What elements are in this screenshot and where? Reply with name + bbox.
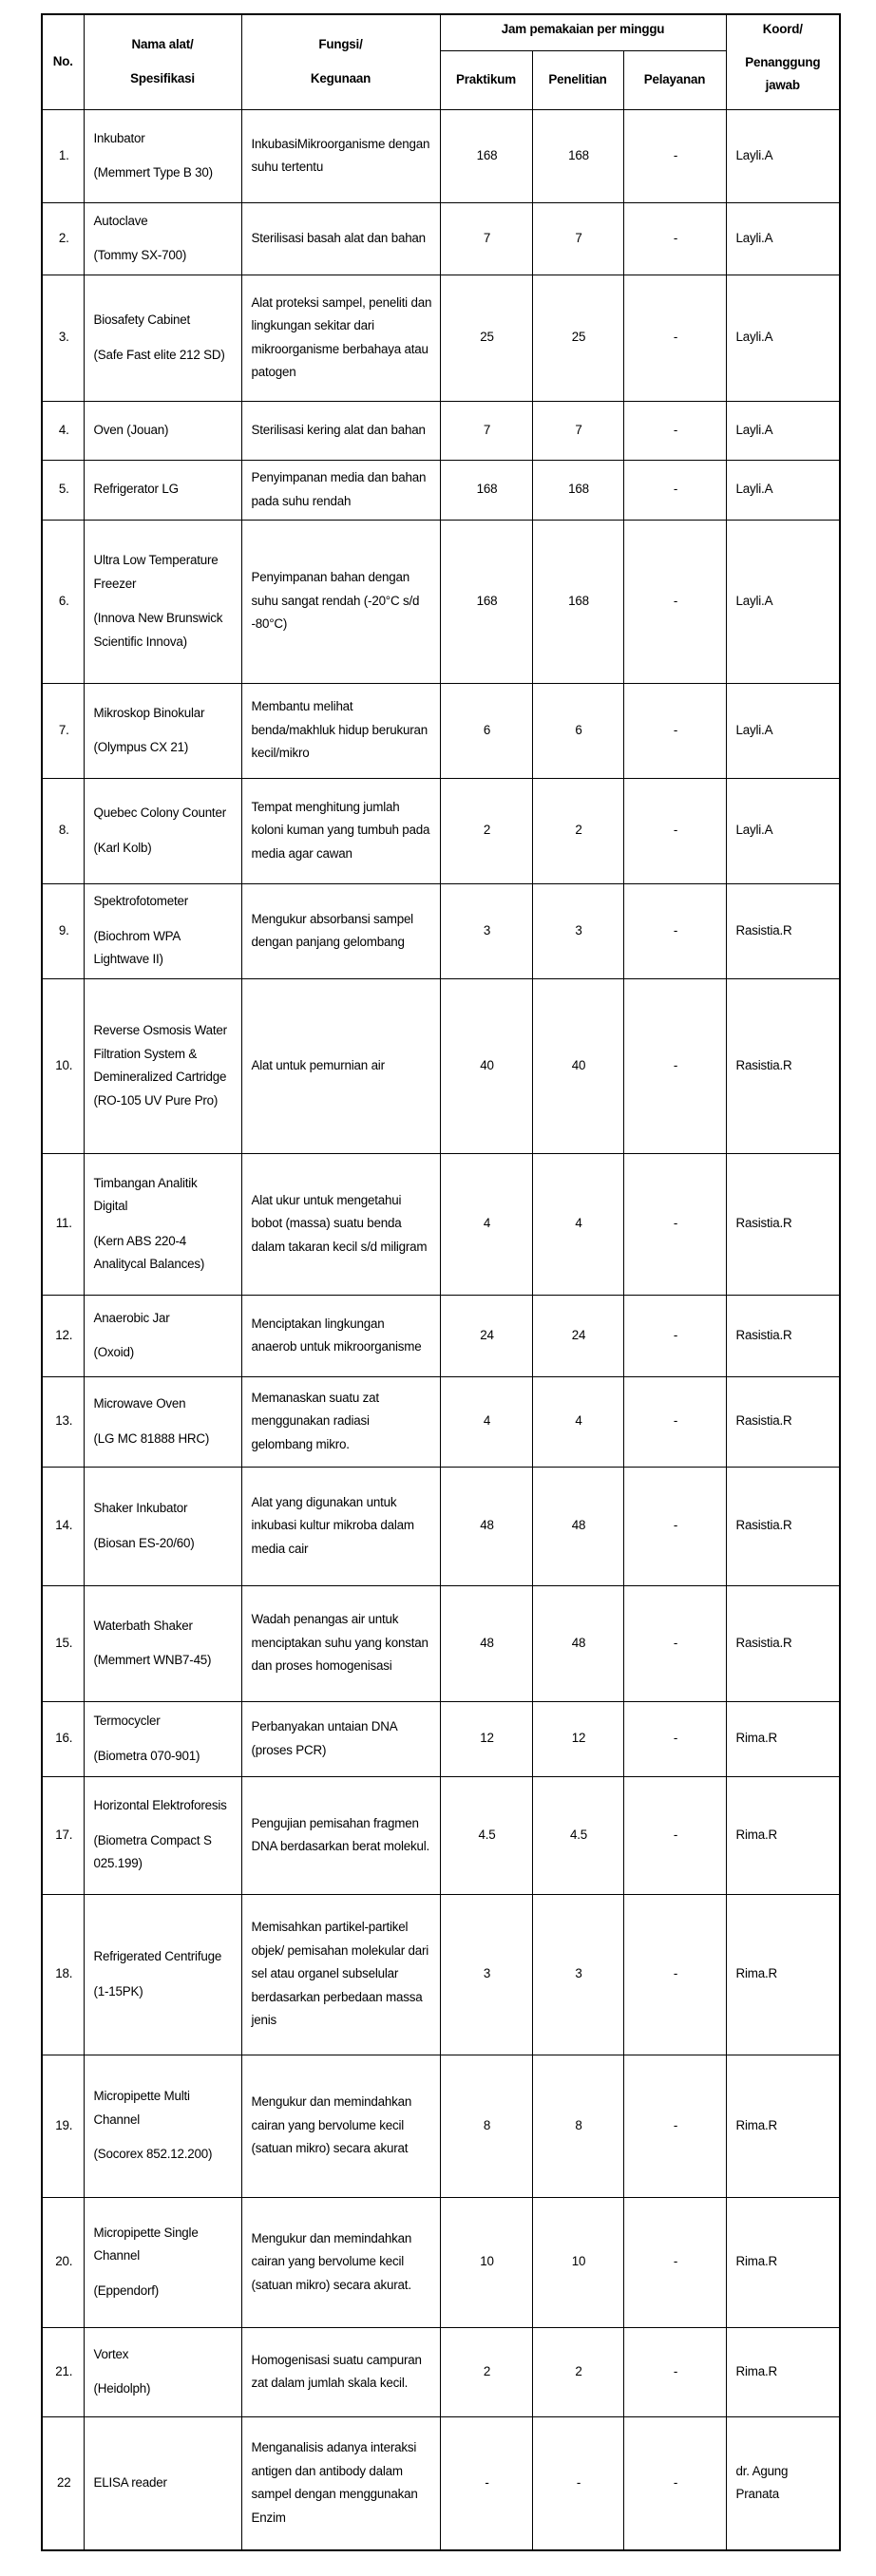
coordinator: Rima.R <box>726 2327 840 2416</box>
coordinator: Rasistia.R <box>726 1153 840 1295</box>
equipment-spec: (Innova New Brunswick Scientific Innova) <box>93 611 223 649</box>
equipment-function: Sterilisasi basah alat dan bahan <box>241 202 440 275</box>
coordinator: Rima.R <box>726 1701 840 1776</box>
row-number: 4. <box>42 401 84 460</box>
row-number: 9. <box>42 883 84 978</box>
equipment-name-cell <box>84 778 241 883</box>
equipment-spec: (Heidolph) <box>93 2381 151 2396</box>
coordinator: Rasistia.R <box>726 1295 840 1376</box>
hours-praktikum: - <box>440 2416 532 2550</box>
hours-pelayanan: - <box>623 978 726 1153</box>
hours-pelayanan: - <box>623 2416 726 2550</box>
hours-praktikum: 4.5 <box>440 1776 532 1894</box>
equipment-function: Mengukur dan memindahkan cairan yang bervolume kecil (satuan mikro) secara akurat. <box>241 2197 440 2327</box>
coordinator: Layli.A <box>726 109 840 202</box>
hours-penelitian: 40 <box>532 978 623 1153</box>
equipment-name: Waterbath Shaker <box>93 1618 193 1633</box>
hours-penelitian: 168 <box>532 109 623 202</box>
equipment-name-cell <box>84 2327 241 2416</box>
hours-penelitian: 3 <box>532 1894 623 2055</box>
table-row <box>42 109 840 202</box>
equipment-name-cell <box>84 1467 241 1585</box>
row-number: 20. <box>42 2197 84 2327</box>
row-number: 3. <box>42 275 84 401</box>
header-fungsi-line2: Kegunaan <box>310 71 371 86</box>
equipment-name: Biosafety Cabinet <box>93 313 191 327</box>
equipment-name-cell <box>84 202 241 275</box>
equipment-name: Termocycler <box>93 1714 161 1728</box>
coordinator: Layli.A <box>726 683 840 778</box>
header-nama-alat <box>84 14 241 109</box>
row-number: 21. <box>42 2327 84 2416</box>
hours-pelayanan: - <box>623 1701 726 1776</box>
row-number: 6. <box>42 520 84 683</box>
hours-penelitian: 25 <box>532 275 623 401</box>
row-number: 16. <box>42 1701 84 1776</box>
hours-praktikum: 8 <box>440 2055 532 2197</box>
header-jam-pemakaian: Jam pemakaian per minggu <box>440 14 726 50</box>
table-row <box>42 1376 840 1467</box>
hours-pelayanan: - <box>623 460 726 520</box>
equipment-function: Penyimpanan bahan dengan suhu sangat rendah (-20°C s/d -80°C) <box>241 520 440 683</box>
equipment-function: Penyimpanan media dan bahan pada suhu rendah <box>241 460 440 520</box>
equipment-name-cell <box>84 109 241 202</box>
row-number: 19. <box>42 2055 84 2197</box>
table-row <box>42 978 840 1153</box>
hours-penelitian: 168 <box>532 520 623 683</box>
equipment-spec: (Safe Fast elite 212 SD) <box>93 347 225 362</box>
coordinator: Rasistia.R <box>726 1467 840 1585</box>
equipment-function: Pengujian pemisahan fragmen DNA berdasarkan berat molekul. <box>241 1776 440 1894</box>
table-row <box>42 460 840 520</box>
coordinator: Layli.A <box>726 401 840 460</box>
equipment-name-cell <box>84 883 241 978</box>
hours-praktikum: 4 <box>440 1153 532 1295</box>
hours-pelayanan: - <box>623 520 726 683</box>
table-row <box>42 2416 840 2550</box>
hours-pelayanan: - <box>623 202 726 275</box>
row-number: 17. <box>42 1776 84 1894</box>
equipment-function: Mengukur absorbansi sampel dengan panjang gelombang <box>241 883 440 978</box>
equipment-function: Menganalisis adanya interaksi antigen dan antibody dalam sampel dengan menggunakan Enzim <box>241 2416 440 2550</box>
row-number: 5. <box>42 460 84 520</box>
table-row <box>42 2055 840 2197</box>
equipment-name: Refrigerated Centrifuge <box>93 1949 222 1963</box>
equipment-name-cell <box>84 978 241 1153</box>
coordinator: Rasistia.R <box>726 883 840 978</box>
hours-praktikum: 168 <box>440 109 532 202</box>
hours-pelayanan: - <box>623 1894 726 2055</box>
row-number: 18. <box>42 1894 84 2055</box>
equipment-name: Anaerobic Jar <box>93 1310 170 1325</box>
equipment-name-cell <box>84 520 241 683</box>
hours-pelayanan: - <box>623 778 726 883</box>
coordinator: Rima.R <box>726 2197 840 2327</box>
hours-penelitian: 168 <box>532 460 623 520</box>
hours-praktikum: 10 <box>440 2197 532 2327</box>
equipment-function: Sterilisasi kering alat dan bahan <box>241 401 440 460</box>
equipment-function: Homogenisasi suatu campuran zat dalam jumlah skala kecil. <box>241 2327 440 2416</box>
table-row <box>42 520 840 683</box>
equipment-name-cell <box>84 1894 241 2055</box>
hours-praktikum: 6 <box>440 683 532 778</box>
equipment-name-cell <box>84 1153 241 1295</box>
row-number: 22 <box>42 2416 84 2550</box>
hours-pelayanan: - <box>623 1585 726 1701</box>
header-nama-line2: Spesifikasi <box>130 71 195 86</box>
equipment-name: Microwave Oven <box>93 1396 186 1411</box>
hours-praktikum: 4 <box>440 1376 532 1467</box>
equipment-name-cell <box>84 1701 241 1776</box>
table-body <box>42 109 840 2550</box>
header-koord <box>726 14 840 109</box>
hours-praktikum: 48 <box>440 1585 532 1701</box>
equipment-spec: (Karl Kolb) <box>93 840 152 855</box>
equipment-spec: (Biometra 070-901) <box>93 1748 200 1763</box>
table-row <box>42 1894 840 2055</box>
equipment-function: Tempat menghitung jumlah koloni kuman yang tumbuh pada media agar cawan <box>241 778 440 883</box>
hours-pelayanan: - <box>623 1467 726 1585</box>
coordinator: Layli.A <box>726 778 840 883</box>
equipment-name: Micropipette Multi Channel <box>93 2089 190 2127</box>
hours-praktikum: 40 <box>440 978 532 1153</box>
equipment-function: Perbanyakan untaian DNA (proses PCR) <box>241 1701 440 1776</box>
equipment-spec: (LG MC 81888 HRC) <box>93 1430 210 1446</box>
hours-penelitian: 8 <box>532 2055 623 2197</box>
equipment-name-cell <box>84 1776 241 1894</box>
coordinator: Rima.R <box>726 2055 840 2197</box>
table-row <box>42 883 840 978</box>
equipment-function: Alat untuk pemurnian air <box>241 978 440 1153</box>
equipment-spec: (Tommy SX-700) <box>93 248 187 262</box>
hours-penelitian: 2 <box>532 778 623 883</box>
hours-praktikum: 3 <box>440 1894 532 2055</box>
equipment-spec: (Kern ABS 220-4 Analitycal Balances) <box>93 1233 205 1271</box>
hours-penelitian: 24 <box>532 1295 623 1376</box>
table-row <box>42 1153 840 1295</box>
hours-penelitian: 3 <box>532 883 623 978</box>
equipment-name-cell <box>84 1585 241 1701</box>
equipment-spec: (Oxoid) <box>93 1345 134 1359</box>
equipment-function: Alat proteksi sampel, peneliti dan lingkungan sekitar dari mikroorganisme berbahaya atau patogen <box>241 275 440 401</box>
table-row <box>42 1585 840 1701</box>
hours-penelitian: 4 <box>532 1376 623 1467</box>
hours-penelitian: 10 <box>532 2197 623 2327</box>
equipment-name-cell <box>84 683 241 778</box>
header-nama-line1: Nama alat/ <box>131 36 194 51</box>
equipment-name: Timbangan Analitik Digital <box>93 1175 198 1213</box>
equipment-name-cell <box>84 401 241 460</box>
hours-pelayanan: - <box>623 2327 726 2416</box>
hours-penelitian: 2 <box>532 2327 623 2416</box>
hours-pelayanan: - <box>623 1153 726 1295</box>
coordinator: Rima.R <box>726 1776 840 1894</box>
row-number: 12. <box>42 1295 84 1376</box>
row-number: 13. <box>42 1376 84 1467</box>
hours-pelayanan: - <box>623 1776 726 1894</box>
equipment-name: Ultra Low Temperature Freezer <box>93 553 219 591</box>
table-row <box>42 1776 840 1894</box>
hours-praktikum: 25 <box>440 275 532 401</box>
row-number: 1. <box>42 109 84 202</box>
row-number: 14. <box>42 1467 84 1585</box>
equipment-function: Membantu melihat benda/makhluk hidup berukuran kecil/mikro <box>241 683 440 778</box>
equipment-function: InkubasiMikroorganisme dengan suhu tertentu <box>241 109 440 202</box>
equipment-spec: (Biometra Compact S 025.199) <box>93 1832 212 1871</box>
table-row <box>42 1467 840 1585</box>
hours-pelayanan: - <box>623 109 726 202</box>
row-number: 10. <box>42 978 84 1153</box>
equipment-spec: (Biosan ES-20/60) <box>93 1535 195 1550</box>
hours-praktikum: 48 <box>440 1467 532 1585</box>
hours-penelitian: 7 <box>532 202 623 275</box>
equipment-name: Quebec Colony Counter <box>93 805 226 820</box>
coordinator: Layli.A <box>726 460 840 520</box>
table-row <box>42 202 840 275</box>
equipment-name: Inkubator <box>93 130 145 145</box>
equipment-name: Shaker Inkubator <box>93 1501 188 1515</box>
equipment-name-cell <box>84 2416 241 2550</box>
header-fungsi-line1: Fungsi/ <box>318 36 363 51</box>
hours-penelitian: 7 <box>532 401 623 460</box>
equipment-function: Wadah penangas air untuk menciptakan suhu yang konstan dan proses homogenisasi <box>241 1585 440 1701</box>
equipment-function: Memanaskan suatu zat menggunakan radiasi gelombang mikro. <box>241 1376 440 1467</box>
equipment-name-cell <box>84 1295 241 1376</box>
equipment-spec: (Memmert WNB7-45) <box>93 1653 212 1667</box>
row-number: 15. <box>42 1585 84 1701</box>
table-row <box>42 2327 840 2416</box>
equipment-name: Oven (Jouan) <box>93 422 169 437</box>
row-number: 2. <box>42 202 84 275</box>
equipment-spec: (Biochrom WPA Lightwave II) <box>93 928 181 967</box>
header-praktikum: Praktikum <box>440 50 532 109</box>
table-header <box>42 14 840 109</box>
header-fungsi <box>241 14 440 109</box>
table-row <box>42 1701 840 1776</box>
hours-praktikum: 168 <box>440 520 532 683</box>
equipment-function: Memisahkan partikel-partikel objek/ pemisahan molekular dari sel atau organel subselular berdasarkan perbedaan massa jenis <box>241 1894 440 2055</box>
hours-penelitian: 4.5 <box>532 1776 623 1894</box>
hours-pelayanan: - <box>623 2055 726 2197</box>
equipment-name: Vortex <box>93 2346 129 2361</box>
coordinator: Layli.A <box>726 202 840 275</box>
equipment-function: Menciptakan lingkungan anaerob untuk mikroorganisme <box>241 1295 440 1376</box>
hours-penelitian: 6 <box>532 683 623 778</box>
header-pelayanan: Pelayanan <box>623 50 726 109</box>
equipment-name: Refrigerator LG <box>93 482 179 497</box>
table-row <box>42 778 840 883</box>
header-koord-line1: Koord/ <box>762 22 803 36</box>
equipment-spec: (1-15PK) <box>93 1983 143 1998</box>
hours-pelayanan: - <box>623 683 726 778</box>
hours-penelitian: 12 <box>532 1701 623 1776</box>
row-number: 11. <box>42 1153 84 1295</box>
coordinator: dr. Agung Pranata <box>726 2416 840 2550</box>
equipment-name: Mikroskop Binokular <box>93 705 205 720</box>
equipment-function: Mengukur dan memindahkan cairan yang bervolume kecil (satuan mikro) secara akurat <box>241 2055 440 2197</box>
equipment-name: Spektrofotometer <box>93 894 189 909</box>
equipment-table <box>41 13 841 2551</box>
hours-praktikum: 24 <box>440 1295 532 1376</box>
hours-pelayanan: - <box>623 275 726 401</box>
equipment-name-cell <box>84 460 241 520</box>
hours-pelayanan: - <box>623 401 726 460</box>
equipment-name-cell <box>84 275 241 401</box>
header-koord-line2: Penanggung jawab <box>745 54 821 92</box>
hours-penelitian: 48 <box>532 1467 623 1585</box>
hours-praktikum: 168 <box>440 460 532 520</box>
header-penelitian: Penelitian <box>532 50 623 109</box>
equipment-spec: (Olympus CX 21) <box>93 740 189 754</box>
equipment-name: Autoclave <box>93 213 148 228</box>
hours-praktikum: 3 <box>440 883 532 978</box>
coordinator: Rima.R <box>726 1894 840 2055</box>
row-number: 7. <box>42 683 84 778</box>
coordinator: Layli.A <box>726 520 840 683</box>
hours-praktikum: 7 <box>440 401 532 460</box>
hours-praktikum: 7 <box>440 202 532 275</box>
equipment-spec: (Socorex 852.12.200) <box>93 2147 213 2162</box>
hours-pelayanan: - <box>623 1376 726 1467</box>
hours-pelayanan: - <box>623 1295 726 1376</box>
equipment-name: Horizontal Elektroforesis <box>93 1798 227 1813</box>
equipment-name-cell <box>84 2055 241 2197</box>
equipment-spec: (RO-105 UV Pure Pro) <box>93 1092 219 1108</box>
coordinator: Layli.A <box>726 275 840 401</box>
coordinator: Rasistia.R <box>726 1585 840 1701</box>
equipment-name-cell <box>84 2197 241 2327</box>
row-number: 8. <box>42 778 84 883</box>
hours-pelayanan: - <box>623 883 726 978</box>
hours-penelitian: - <box>532 2416 623 2550</box>
equipment-function: Alat ukur untuk mengetahui bobot (massa) suatu benda dalam takaran kecil s/d miligram <box>241 1153 440 1295</box>
hours-penelitian: 4 <box>532 1153 623 1295</box>
equipment-name: Micropipette Single Channel <box>93 2225 199 2263</box>
equipment-spec: (Memmert Type B 30) <box>93 165 213 180</box>
coordinator: Rasistia.R <box>726 1376 840 1467</box>
header-no: No. <box>42 14 84 109</box>
coordinator: Rasistia.R <box>726 978 840 1153</box>
table-row <box>42 401 840 460</box>
table-row <box>42 275 840 401</box>
hours-praktikum: 2 <box>440 2327 532 2416</box>
hours-pelayanan: - <box>623 2197 726 2327</box>
equipment-function: Alat yang digunakan untuk inkubasi kultur mikroba dalam media cair <box>241 1467 440 1585</box>
hours-praktikum: 2 <box>440 778 532 883</box>
equipment-name: Reverse Osmosis Water Filtration System & Demineralized Cartridge <box>93 1023 227 1084</box>
hours-praktikum: 12 <box>440 1701 532 1776</box>
equipment-spec: (Eppendorf) <box>93 2282 160 2298</box>
table-row <box>42 2197 840 2327</box>
equipment-name: ELISA reader <box>93 2475 167 2490</box>
hours-penelitian: 48 <box>532 1585 623 1701</box>
equipment-name-cell <box>84 1376 241 1467</box>
table-row <box>42 1295 840 1376</box>
table-row <box>42 683 840 778</box>
